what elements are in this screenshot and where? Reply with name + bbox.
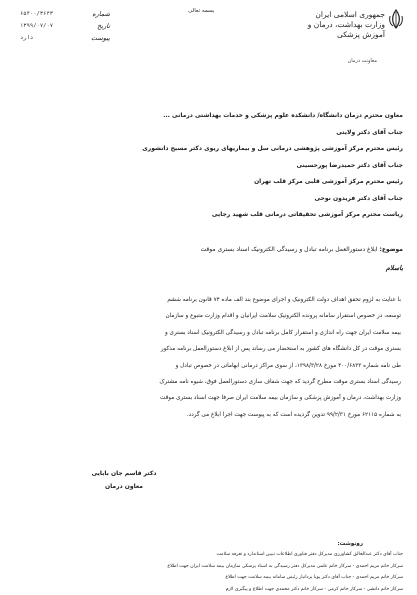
subject-text: ابلاغ دستورالعمل برنامه تبادل و رسیدگی الکترونیک اسناد بستری موقت — [200, 246, 378, 253]
addressee-line: رئیس محترم مرکز آموزشی پژوهشی درمانی سل و بیماریهای ریوی دکتر مسیح دانشوری — [142, 145, 403, 152]
cc-list — [8, 540, 403, 595]
basmala: بسمه تعالی — [188, 8, 215, 14]
addressee-line: جناب آقای دکتر فریدون نوحی — [314, 194, 403, 202]
subject-line — [13, 245, 403, 255]
addressee-list — [13, 108, 403, 224]
cc-line: سرکار خانم دانشی - سرکار خانم کرمی - سرکار خانم دکتر محمدی جهت اطلاع و پیگیری لازم — [225, 586, 403, 592]
signature-block — [84, 468, 164, 494]
number-value: ۶۵۴۰۰/۳۶۴۳ — [20, 11, 54, 17]
cc-line: سرکار خانم مریم احمدی - جناب آقای دکتر پویا یزدانیار رئیس سامانه بیمه سلامت جهت اطلاع — [225, 575, 403, 580]
number-row — [20, 8, 110, 20]
body-line: وزارت بهداشت، درمان و آموزش پزشکی و سازمان بیمه سلامت ایران صرفا جهت اسناد بستری موقت — [159, 395, 401, 402]
cc-line: جناب آقای دکتر عبدالخالق کشاورزی مدیرکل دفتر فناوری اطلاعات تبیین استاندارد و تعرفه سلامت — [216, 552, 403, 557]
letter-body — [15, 292, 401, 423]
cc-line: سرکار خانم مریم احمدی - سرکار خانم علمی مدیرکل دفتر رسیدگی به اسناد پزشکی سازمان بیمه سلامت ایران جهت اطلاع — [167, 563, 403, 569]
attachment-row — [20, 32, 110, 44]
greeting: باسلام — [385, 264, 403, 272]
body-line: رسیدگی اسناد بستری موقت مطرح گردید که جهت شفاف سازی دستورالعمل فوق، شیوه نامه مشترک — [159, 379, 401, 386]
ministry-name: جمهوری اسلامی ایران وزارت بهداشت، درمان و آموزش پزشکی — [307, 10, 385, 39]
body-line: بیمه سلامت ایران جهت راه اندازی و استقرار کامل برنامه تبادل و رسیدگی الکترونیک اسناد بستری و — [164, 329, 401, 336]
date-label: تاریخ — [97, 22, 110, 30]
date-value: ۱۳۹۹/۰۷/۰۷ — [20, 23, 54, 29]
addressee-line: جناب آقای دکتر ولایتی — [336, 128, 403, 136]
deputy-name: معاونت درمان — [347, 58, 377, 64]
cc-title: رونوشت: — [337, 541, 363, 547]
addressee-line: رئیس محترم مرکز آموزشی قلبی مرکز قلب تهران — [254, 178, 403, 185]
body-line: توسعه، در خصوص استقرار سامانه پرونده الکترونیک سلامت ایرانیان و اقدام وزارت متبوع و سازمان — [165, 313, 401, 320]
body-line: با عنایت به لزوم تحقق اهداف دولت الکترونیک و اجرای موضوع بند الف ماده ۷۴ قانون برنامه ششم — [167, 297, 401, 303]
body-line: به شماره ۶۲۱۱۵ مورخ ۹۹/۲/۳۱ تدوین گردیده است که به پیوست جهت اجرا ابلاغ می گردد. — [186, 411, 401, 418]
national-emblem-icon — [387, 8, 405, 30]
letter-meta — [20, 8, 110, 44]
body-line: بستری موقت در کل دانشگاه های کشور به استحضار می رساند پس از ابلاغ دستورالعمل برنامه مذکور — [160, 346, 401, 353]
subject-label: موضوع: — [379, 246, 403, 253]
body-line: طی نامه شماره ۴۰۰/۶۸۳۳ مورخ ۱۳۹۸/۳/۲۸، از سوی مراکز درمانی ابهاماتی در خصوص تبادل و — [175, 362, 401, 369]
addressee-line: جناب آقای دکتر حمیدرضا پورحسینی — [296, 161, 403, 169]
attachment-value: دارد — [20, 35, 34, 41]
date-row — [20, 20, 110, 32]
number-label: شماره — [92, 10, 110, 18]
letterhead — [307, 6, 407, 70]
addressee-line: معاون محترم درمان دانشگاه/ دانشکده علوم پزشکی و خدمات بهداشتی درمانی ... — [163, 112, 403, 119]
signatory-name: دکتر قاسم جان بابایی — [91, 470, 157, 477]
addressee-line: ریاست محترم مرکز آموزشی تحقیقاتی درمانی قلب شهید رجایی — [211, 211, 403, 218]
signatory-title: معاون درمان — [105, 483, 143, 490]
attachment-label: پیوست — [91, 34, 110, 42]
